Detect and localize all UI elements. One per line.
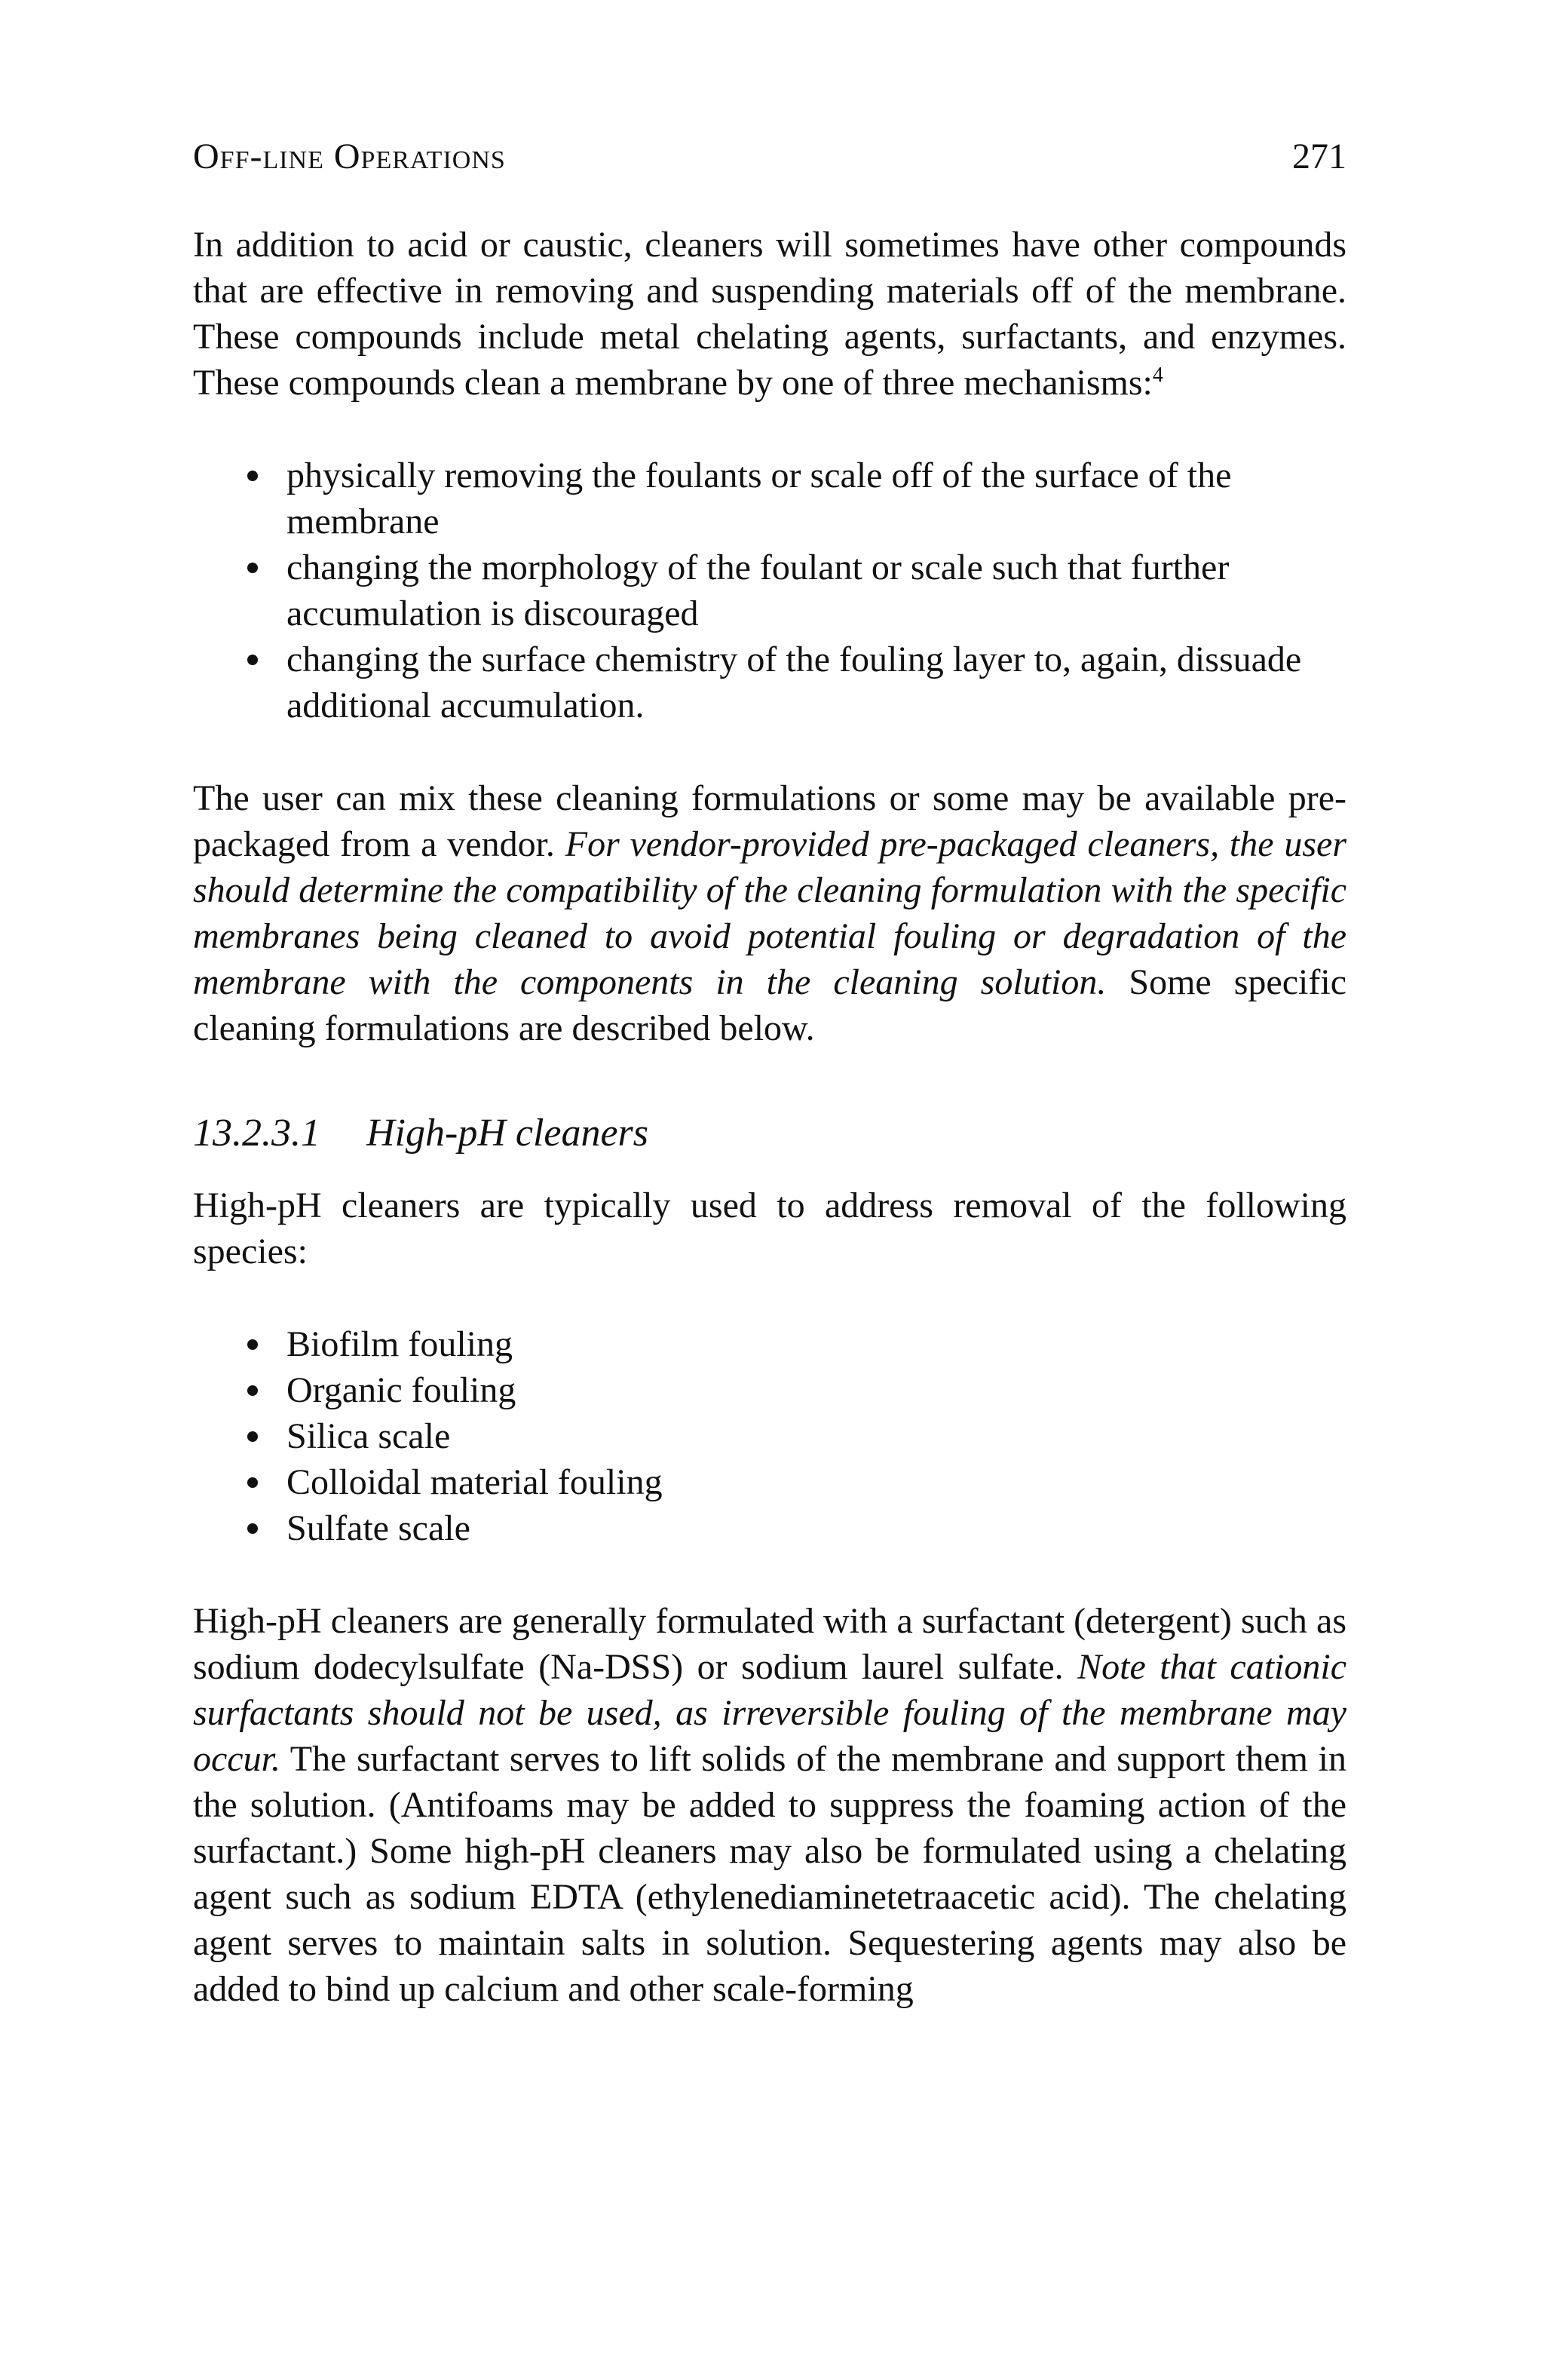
list-item-text: Sulfate scale xyxy=(286,1508,470,1548)
closing-paragraph-emphasis: Note that cationic surfactants should not be used, as irreversible fouling of the membrane may occur. xyxy=(193,1647,1347,1779)
vendor-paragraph xyxy=(193,775,1346,1051)
list-item-text: changing the morphology of the foulant or scale such that further accumulation is discouraged xyxy=(286,547,1230,633)
section-number: 13.2.3.1 xyxy=(193,1112,320,1155)
section-title: High-pH cleaners xyxy=(366,1112,649,1155)
list-item xyxy=(244,1459,1346,1505)
bullet-icon xyxy=(247,1431,258,1442)
closing-paragraph-tail: The surfactant serves to lift solids of the membrane and support them in the solution. (Antifoams may be added to suppress the foaming action of the surfactant.) Some high-pH cleaners may also be formulated using a chelating agent such as sodium EDTA (ethylenediaminetetraacetic acid). The chelating agent serves to maintain salts in solution. Sequestering agents may also be added to bind up calcium and other scale-forming xyxy=(193,1739,1346,2009)
list-item-text: Silica scale xyxy=(286,1416,451,1456)
bullet-icon xyxy=(247,1339,258,1350)
list-item xyxy=(244,1321,1346,1367)
vendor-paragraph-tail: Some specific cleaning formulations are described below. xyxy=(193,962,1346,1048)
closing-paragraph-lead: High-pH cleaners are generally formulated with a surfactant (detergent) such as sodium dodecylsulfate (Na-DSS) or sodium laurel sulfate. xyxy=(193,1601,1346,1687)
book-page xyxy=(193,136,1346,2012)
bullet-icon xyxy=(247,1477,258,1488)
list-item xyxy=(244,1505,1346,1551)
mechanism-list xyxy=(244,452,1346,728)
list-item-text: Colloidal material fouling xyxy=(286,1462,663,1502)
bullet-icon xyxy=(247,471,258,481)
running-title: Off-line Operations xyxy=(193,136,506,176)
list-item xyxy=(244,1367,1346,1413)
species-intro-paragraph: High-pH cleaners are typically used to address removal of the following species: xyxy=(193,1185,1346,1271)
list-item-text: Biofilm fouling xyxy=(286,1324,513,1364)
footnote-reference: 4 xyxy=(1152,363,1163,387)
bullet-icon xyxy=(247,563,258,573)
bullet-icon xyxy=(247,1385,258,1396)
list-item-text: changing the surface chemistry of the fouling layer to, again, dissuade additional accumulation. xyxy=(286,639,1302,725)
species-list xyxy=(244,1321,1346,1551)
list-item-text: Organic fouling xyxy=(286,1370,516,1410)
section-heading xyxy=(193,1110,1346,1157)
vendor-paragraph-lead: The user can mix these cleaning formulations or some may be available pre-packaged from a vendor. xyxy=(193,778,1346,864)
bullet-icon xyxy=(247,1523,258,1534)
intro-paragraph xyxy=(193,222,1346,406)
vendor-paragraph-emphasis: For vendor-provided pre-packaged cleaners, the user should determine the compatibility of the cleaning formulation with the specific membranes being cleaned to avoid potential fouling or degradation of the membrane with the components in the cleaning solution. xyxy=(193,824,1347,1002)
page-number: 271 xyxy=(1292,136,1346,176)
running-header xyxy=(193,136,1346,178)
list-item xyxy=(244,636,1346,728)
list-item xyxy=(244,1413,1346,1459)
list-item xyxy=(244,544,1346,636)
bullet-icon xyxy=(247,655,258,665)
list-item xyxy=(244,452,1346,544)
list-item-text: physically removing the foulants or scale off of the surface of the membrane xyxy=(286,455,1232,541)
intro-paragraph-text: In addition to acid or caustic, cleaners will sometimes have other compounds that are effective in removing and suspending materials off of the membrane. These compounds include metal chelating agents, surfactants, and enzymes. These compounds clean a membrane by one of three mechanisms: xyxy=(193,225,1346,403)
closing-paragraph xyxy=(193,1598,1346,2012)
